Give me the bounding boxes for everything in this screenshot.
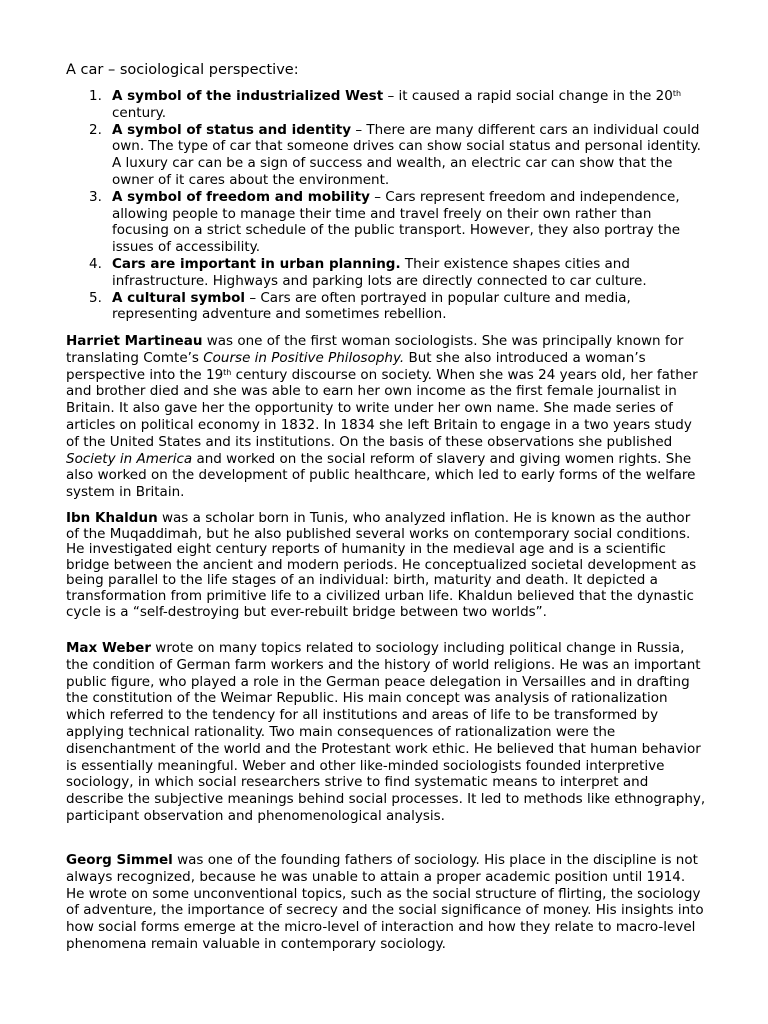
list-item-title: A cultural symbol [112, 289, 246, 306]
list-number: 1. [89, 88, 102, 104]
paragraph-text: wrote on many topics related to sociology including political change in Russia, the condition of German farm workers and the history of world religions. He was an important public figure, who played a role in the German peace delegation in Versailles and in drafting the constitution of the Weimar Republic. His main concept was analysis of rationalization which referred to the tendency for all institutions and areas of life to be transformed by applying technical rationality. Two main consequences of rationalization were the disenchantment of the world and the Protestant work ethic. He believed that human behavior is essentially meaningful. Weber and other like-minded sociologists founded interpretive sociology, in which social researchers strive to find systematic means to interpret and describe the subjective meanings behind social processes. It led to methods like ethnography, participant observation and phenomenological analysis. [66, 640, 706, 824]
list-item [66, 256, 706, 290]
list-item-text: Their existence shapes cities and infrastructure. Highways and parking lots are directly connected to car culture. [112, 255, 647, 289]
weber-paragraph [66, 640, 706, 825]
paragraph-text: and worked on the social reform of slavery and giving women rights. She also worked on the development of public healthcare, which led to early forms of the welfare system in Britain. [66, 450, 696, 501]
list-item-title: A symbol of the industrialized West [112, 88, 384, 104]
paragraph-text: was one of the first woman sociologists. She was principally known for translating Comte’s [66, 333, 684, 366]
person-name: Ibn Khaldun [66, 510, 158, 526]
person-name: Max Weber [66, 640, 151, 656]
document-heading: A car – sociological perspective: [66, 62, 299, 78]
paragraph-text: was a scholar born in Tunis, who analyzed inflation. He is known as the author of the Muqaddimah, but he also published several works on contemporary social conditions. He investigated eight century reports of humanity in the medieval age and is a scientific bridge between the ancient and modern periods. He conceptualized societal development as being parallel to the life stages of an individual: birth, maturity and death. It depicted a transformation from primitive life to a civilized urban life. Khaldun believed that the dynastic cycle is a “self-destroying but ever-rebuilt bridge between two worlds”. [66, 510, 697, 620]
list-number: 5. [89, 289, 102, 306]
simmel-paragraph [66, 852, 706, 953]
car-symbol-list [66, 88, 706, 323]
superscript: th [223, 367, 232, 377]
list-item [66, 88, 706, 122]
list-number: 4. [89, 255, 102, 272]
list-item-title: A symbol of freedom and mobility [112, 188, 370, 205]
paragraph-text: was one of the founding fathers of sociology. His place in the discipline is not always recognized, because he was unable to attain a proper academic position until 1914. He wrote on some unconventional topics, such as the social structure of flirting, the sociology of adventure, the importance of secrecy and the social significance of money. His insights into how social forms emerge at the micro-level of interaction and how they relate to macro-level phenomena remain valuable in contemporary sociology. [66, 852, 704, 952]
paragraph-text: century discourse on society. When she was 24 years old, her father and brother died and she was able to earn her own income as the first female journalist in Britain. It also gave her the opportunity to write under her own name. She made series of articles on political economy in 1832. In 1834 she left Britain to engage in a two years study of the United States and its institutions. On the basis of these observations she published [66, 366, 698, 450]
book-title: Course in Positive Philosophy. [203, 349, 405, 366]
list-number: 3. [89, 188, 102, 205]
list-item-text: – Cars are often portrayed in popular culture and media, representing adventure and sometimes rebellion. [112, 289, 631, 323]
book-title: Society in America [66, 450, 193, 467]
paragraph-text: But she also introduced a woman’s perspective into the 19 [66, 349, 646, 383]
list-item [66, 290, 706, 324]
list-item-text: – Cars represent freedom and independence, allowing people to manage their time and travel freely on their own rather than focusing on a strict schedule of the public transport. However, they also portray the issues of accessibility. [112, 188, 681, 256]
list-item [66, 122, 706, 189]
person-name: Georg Simmel [66, 852, 173, 868]
list-number: 2. [89, 121, 102, 138]
khaldun-paragraph [66, 511, 706, 620]
list-item-title: A symbol of status and identity [112, 121, 352, 138]
list-item [66, 189, 706, 256]
superscript: th [672, 89, 682, 98]
list-item-text: – it caused a rapid social change in the 20 [383, 88, 673, 104]
person-name: Harriet Martineau [66, 333, 203, 349]
martineau-paragraph [66, 333, 706, 501]
list-item-text: – There are many different cars an individual could own. The type of car that someone drives can show social status and personal identity. A luxury car can be a sign of success and wealth, an electric car can show that the owner of it cares about the environment. [112, 121, 701, 188]
list-item-title: Cars are important in urban planning. [112, 255, 401, 272]
list-item-text: century. [112, 104, 167, 121]
